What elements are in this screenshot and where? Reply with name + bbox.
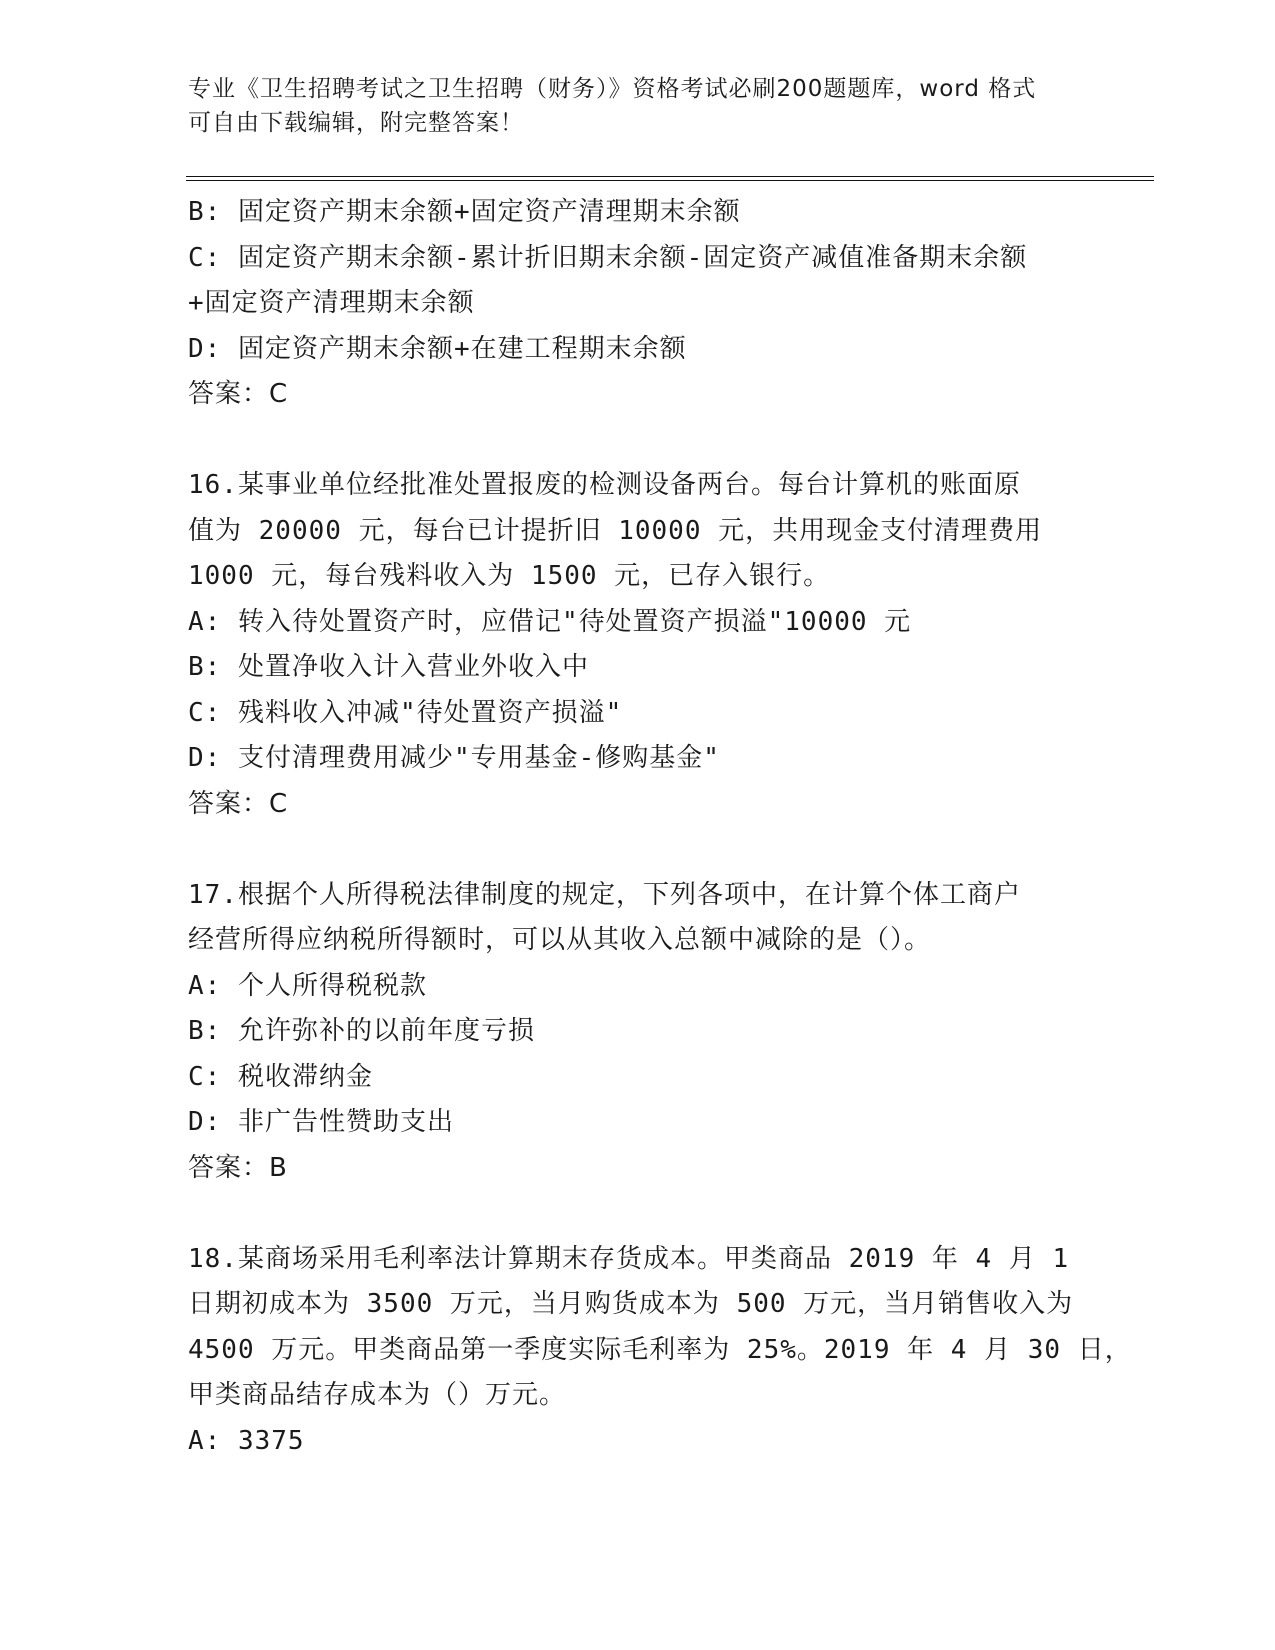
option-a: A: 转入待处置资产时，应借记"待处置资产损溢"10000 元 <box>188 606 912 637</box>
question-18-text: 日期初成本为 3500 万元，当月购货成本为 500 万元，当月销售收入为 <box>188 1289 1074 1319</box>
question-18-text: 4500 万元。甲类商品第一季度实际毛利率为 25%。2019 年 4 月 30 日， <box>188 1334 1132 1365</box>
option-b: B: 允许弥补的以前年度亏损 <box>188 1016 535 1046</box>
question-16-text: 16.某事业单位经批准处置报废的检测设备两台。每台计算机的账面原 <box>188 470 1021 500</box>
option-a: A: 3375 <box>188 1425 305 1456</box>
header-title-line-1: 专业《卫生招聘考试之卫生招聘（财务）》资格考试必刷200题题库，word 格式 <box>188 76 1037 102</box>
question-17-text: 17.根据个人所得税法律制度的规定，下列各项中，在计算个体工商户 <box>188 879 1021 910</box>
spacer <box>188 827 1088 873</box>
question-16-text: 1000 元，每台残料收入为 1500 元，已存入银行。 <box>188 561 831 591</box>
spacer <box>188 1191 1088 1237</box>
option-d: D: 固定资产期末余额+在建工程期末余额 <box>188 333 687 364</box>
option-a: A: 个人所得税税款 <box>188 970 427 1001</box>
header-divider <box>186 176 1154 181</box>
page-header <box>188 72 1088 140</box>
option-c: C: 残料收入冲减"待处置资产损溢" <box>188 697 623 728</box>
question-content <box>188 190 1132 1464</box>
option-d: D: 支付清理费用减少"专用基金-修购基金" <box>188 743 720 773</box>
question-17-text: 经营所得应纳税所得额时，可以从其收入总额中减除的是（）。 <box>188 925 932 955</box>
question-18-text: 甲类商品结存成本为（）万元。 <box>188 1380 567 1410</box>
option-c-continued: +固定资产清理期末余额 <box>188 288 475 318</box>
prev-question-block <box>188 190 1088 418</box>
question-16-text: 值为 20000 元，每台已计提折旧 10000 元，共用现金支付清理费用 <box>188 515 1043 546</box>
spacer <box>188 418 1088 464</box>
question-17-block <box>188 873 1088 1192</box>
option-d: D: 非广告性赞助支出 <box>188 1107 454 1137</box>
answer: 答案：B <box>188 1152 288 1183</box>
answer: 答案：C <box>188 379 289 409</box>
option-c: C: 税收滞纳金 <box>188 1061 373 1092</box>
option-c: C: 固定资产期末余额-累计折旧期末余额-固定资产减值准备期末余额 <box>188 242 1028 273</box>
answer: 答案：C <box>188 788 289 819</box>
question-18-text: 18.某商场采用毛利率法计算期末存货成本。甲类商品 2019 年 4 月 1 <box>188 1243 1070 1274</box>
option-b: B: 固定资产期末余额+固定资产清理期末余额 <box>188 197 741 227</box>
question-16-block <box>188 463 1088 827</box>
header-title-line-2: 可自由下载编辑，附完整答案！ <box>188 110 524 136</box>
option-b: B: 处置净收入计入营业外收入中 <box>188 652 589 682</box>
question-18-block <box>188 1237 1132 1465</box>
